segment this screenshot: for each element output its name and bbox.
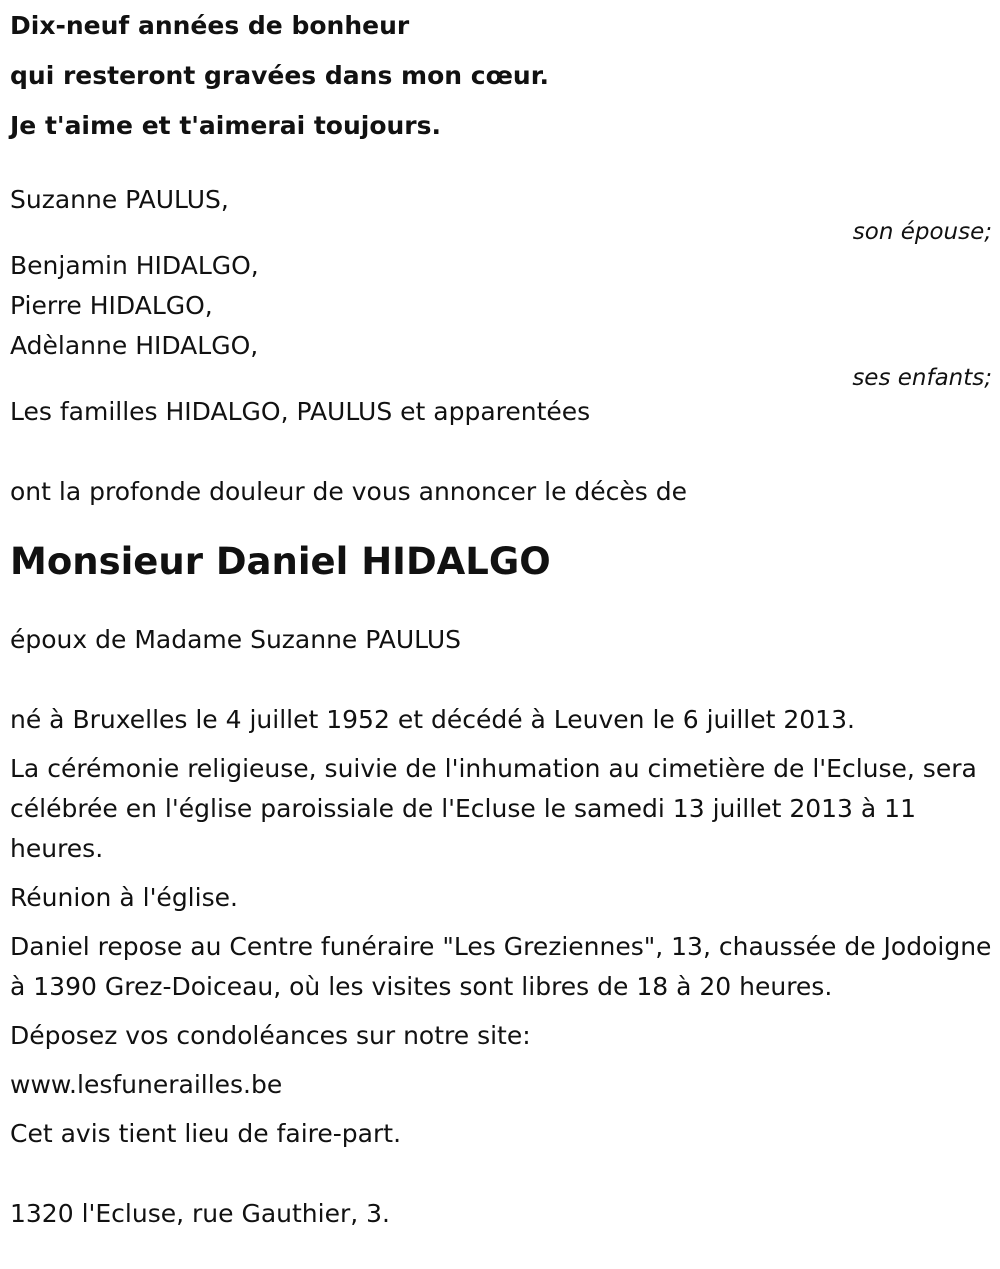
announcement-line: ont la profonde douleur de vous annoncer le décès de — [10, 477, 688, 506]
child-name-1: Benjamin HIDALGO, — [10, 251, 259, 280]
families-line: Les familles HIDALGO, PAULUS et apparentées — [10, 397, 591, 426]
child-name-3: Adèlanne HIDALGO, — [10, 331, 259, 360]
spouse-role: son épouse; — [852, 219, 992, 245]
children-role: ses enfants; — [852, 365, 992, 391]
poem-line-1: Dix-neuf années de bonheur — [10, 11, 410, 40]
website-link[interactable]: www.lesfunerailles.be — [10, 1070, 283, 1099]
meeting-line: Réunion à l'église. — [10, 883, 238, 912]
address-line: 1320 l'Ecluse, rue Gauthier, 3. — [10, 1199, 391, 1228]
ceremony-paragraph: La cérémonie religieuse, suivie de l'inhumation au cimetière de l'Ecluse, sera célébrée en l'église paroissiale de l'Ecluse le samedi 13 juillet 2013 à 11 heures. — [10, 754, 977, 863]
notice-line: Cet avis tient lieu de faire-part. — [10, 1119, 402, 1148]
spouse-of-line: époux de Madame Suzanne PAULUS — [10, 625, 461, 654]
poem-line-3: Je t'aime et t'aimerai toujours. — [10, 111, 442, 140]
spouse-name: Suzanne PAULUS, — [10, 185, 229, 214]
child-name-2: Pierre HIDALGO, — [10, 291, 213, 320]
poem-line-2: qui resteront gravées dans mon cœur. — [10, 61, 549, 90]
obituary-notice — [10, 0, 992, 1234]
condolences-line: Déposez vos condoléances sur notre site: — [10, 1021, 531, 1050]
deceased-name: Monsieur Daniel HIDALGO — [10, 540, 551, 583]
repose-paragraph: Daniel repose au Centre funéraire "Les Greziennes", 13, chaussée de Jodoigne à 1390 Grez-Doiceau, où les visites sont libres de 18 à 20 heures. — [10, 932, 992, 1001]
birth-death-line: né à Bruxelles le 4 juillet 1952 et décédé à Leuven le 6 juillet 2013. — [10, 705, 855, 734]
